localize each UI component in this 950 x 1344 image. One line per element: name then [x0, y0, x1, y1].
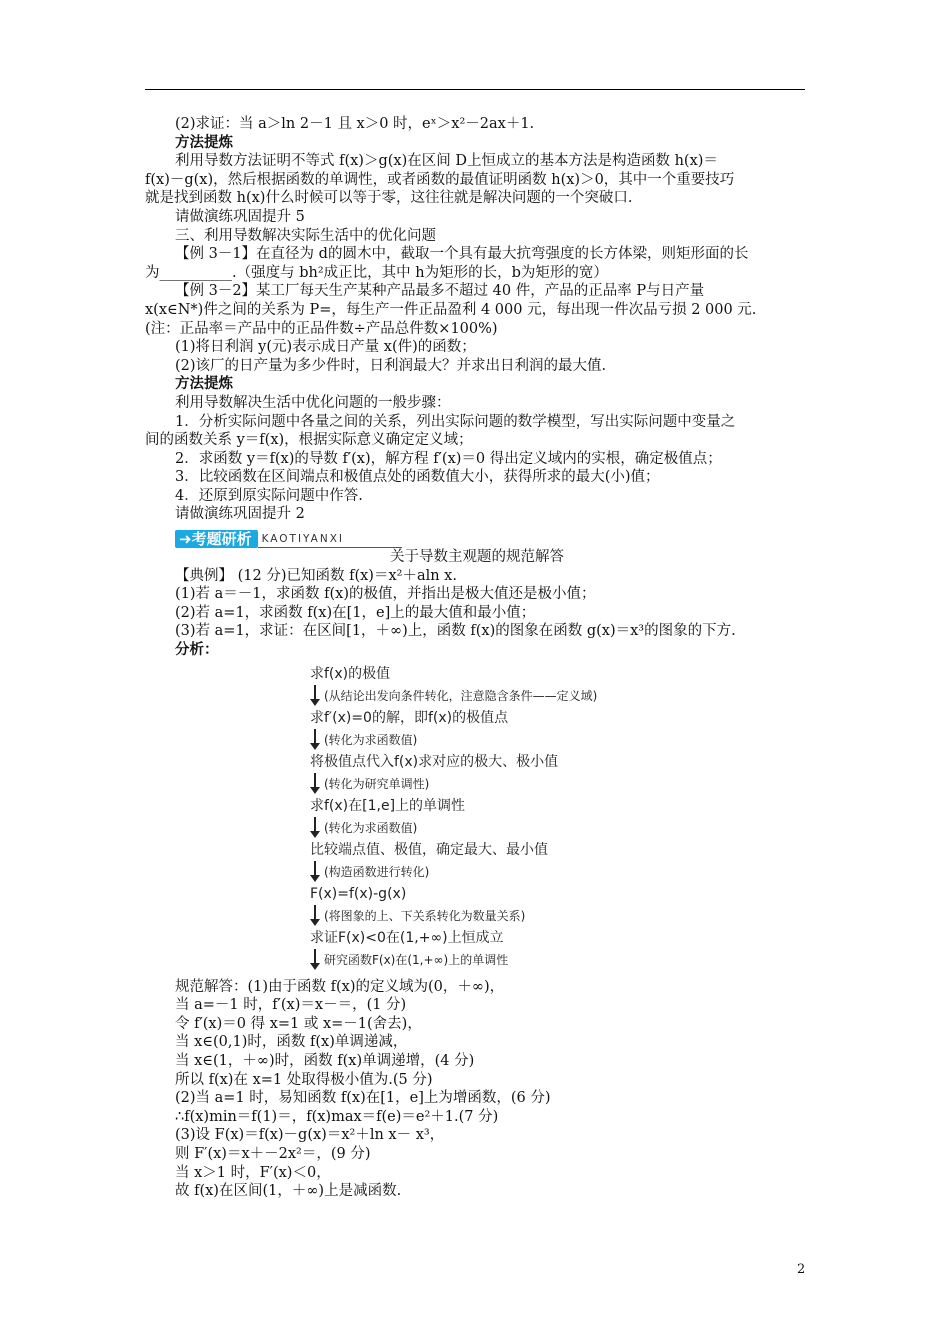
text-line: (2)求证：当 a＞ln 2－1 且 x＞0 时，eˣ＞x²－2ax＋1. — [175, 116, 535, 132]
flow-node: 求f(x)在[1,e]上的单调性 — [310, 797, 466, 814]
page-number: 2 — [797, 1262, 806, 1277]
heading-analysis: 分析： — [175, 641, 219, 659]
text-line: 3．比较函数在区间端点和极值点处的函数值大小，获得所求的最大(小)值； — [175, 469, 660, 486]
text-line: 为__________.（强度与 bh²成正比，其中 h为矩形的长，b为矩形的宽） — [145, 264, 608, 281]
flow-note: (从结论出发向条件转化，注意隐含条件——定义域) — [324, 689, 598, 704]
text-line: 2．求函数 y＝f(x)的导数 f′(x)，解方程 f′(x)＝0 得出定义域内的实根，确定极值点； — [175, 450, 722, 467]
text-line: 则 F′(x)＝x＋－2x²＝，(9 分) — [175, 1145, 371, 1162]
text-line: (3)设 F(x)＝f(x)－g(x)＝x²＋ln x－ x³， — [175, 1127, 445, 1144]
text-line: 请做演练巩固提升 2 — [175, 506, 305, 523]
text-line: 1．分析实际问题中各量之间的关系，列出实际问题的数学模型，写出实际问题中变量之 — [175, 413, 736, 430]
flow-node: F(x)=f(x)-g(x) — [310, 885, 407, 902]
text-line: (3)若 a=1，求证：在区间[1，＋∞)上，函数 f(x)的图象在函数 g(x)＝x³的图象的下方. — [175, 623, 736, 640]
banner-subtitle: KAOTIYANXI — [258, 531, 402, 548]
analysis-flowchart — [310, 664, 809, 972]
text-line: (注：正品率＝产品中的正品件数÷产品总件数×100%) — [145, 320, 498, 337]
header-rule — [145, 89, 805, 90]
heading-method: 方法提炼 — [175, 133, 233, 151]
flow-edge — [310, 728, 809, 752]
text-line: 故 f(x)在区间(1，＋∞)上是减函数. — [175, 1183, 402, 1200]
flow-note: 研究函数F(x)在(1,+∞)上的单调性 — [324, 953, 509, 968]
section-title: 关于导数主观题的规范解答 — [390, 549, 564, 566]
heading-method: 方法提炼 — [175, 375, 233, 393]
text-line: 利用导数方法证明不等式 f(x)＞g(x)在区间 D上恒成立的基本方法是构造函数 h(x)＝ — [175, 153, 718, 170]
text-line: 令 f′(x)＝0 得 x=1 或 x=－1(舍去)， — [175, 1015, 422, 1032]
section-banner — [145, 526, 809, 548]
down-arrow-icon — [310, 861, 320, 883]
flow-edge — [310, 772, 809, 796]
flow-node: 求f(x)的极值 — [310, 665, 391, 682]
text-line: 当 x∈(0,1)时，函数 f(x)单调递减， — [175, 1034, 408, 1051]
text-line: (2)当 a=1 时，易知函数 f(x)在[1，e]上为增函数，(6 分) — [175, 1090, 551, 1107]
section-heading: 三、利用导数解决实际生活中的优化问题 — [175, 227, 436, 244]
flow-note: (转化为求函数值) — [324, 733, 418, 748]
flow-note: (构造函数进行转化) — [324, 865, 430, 880]
flow-node: 求f′(x)=0的解，即f(x)的极值点 — [310, 709, 509, 726]
banner-tag: ➜考题研析 — [175, 530, 258, 548]
flow-edge — [310, 860, 809, 884]
flow-edge — [310, 684, 809, 708]
text-line: 当 a=－1 时，f′(x)＝x－＝，(1 分) — [175, 997, 407, 1014]
text-line: 就是找到函数 h(x)什么时候可以等于零，这往往就是解决问题的一个突破口. — [145, 190, 633, 207]
down-arrow-icon — [310, 773, 320, 795]
down-arrow-icon — [310, 949, 320, 971]
flow-edge — [310, 904, 809, 928]
text-line: x(x∈N*)件之间的关系为 P=，每生产一件正品盈利 4 000 元，每出现一件次品亏损 2 000 元. — [145, 301, 757, 318]
text-line: 请做演练巩固提升 5 — [175, 208, 305, 225]
down-arrow-icon — [310, 729, 320, 751]
down-arrow-icon — [310, 685, 320, 707]
text-line: 当 x∈(1，＋∞)时，函数 f(x)单调递增，(4 分) — [175, 1053, 475, 1069]
flow-node: 将极值点代入f(x)求对应的极大、极小值 — [310, 753, 559, 770]
flow-edge — [310, 948, 809, 972]
text-line: ∴f(x)min＝f(1)＝，f(x)max＝f(e)＝e²＋1.(7 分) — [175, 1108, 499, 1125]
flow-node: 求证F(x)<0在(1,+∞)上恒成立 — [310, 929, 504, 946]
down-arrow-icon — [310, 817, 320, 839]
text-line: f(x)－g(x)，然后根据函数的单调性，或者函数的最值证明函数 h(x)＞0，其中一个重要技巧 — [145, 171, 735, 188]
down-arrow-icon — [310, 905, 320, 927]
text-line: (1)将日利润 y(元)表示成日产量 x(件)的函数； — [175, 339, 476, 356]
text-line: 间的函数关系 y＝f(x)，根据实际意义确定定义域； — [145, 432, 473, 449]
flow-note: (转化为求函数值) — [324, 821, 418, 836]
text-line: 当 x＞1 时，F′(x)＜0， — [175, 1164, 331, 1181]
text-line: 【典例】 (12 分)已知函数 f(x)＝x²＋aln x. — [175, 567, 457, 584]
text-line: 利用导数解决生活中优化问题的一般步骤： — [175, 394, 451, 411]
text-line: 【例 3－1】在直径为 d的圆木中，截取一个具有最大抗弯强度的长方体梁，则矩形面的长 — [175, 246, 749, 263]
flow-node: 比较端点值、极值，确定最大、最小值 — [310, 841, 548, 858]
text-line: (1)若 a＝－1，求函数 f(x)的极值，并指出是极大值还是极小值； — [175, 586, 596, 603]
document-body — [145, 115, 809, 1201]
flow-edge — [310, 816, 809, 840]
text-line: (2)该厂的日产量为多少件时，日利润最大？并求出日利润的最大值. — [175, 357, 607, 374]
text-line: 【例 3－2】某工厂每天生产某种产品最多不超过 40 件，产品的正品率 P与日产量 — [175, 283, 705, 300]
text-line: 4．还原到原实际问题中作答. — [175, 487, 363, 504]
flow-note: (转化为研究单调性) — [324, 777, 430, 792]
text-line: 所以 f(x)在 x=1 处取得极小值为.(5 分) — [175, 1071, 433, 1088]
flow-note: (将图象的上、下关系转化为数量关系) — [324, 909, 526, 924]
solution-heading-line — [145, 978, 809, 997]
solution-text: 规范解答：(1)由于函数 f(x)的定义域为(0，＋∞)， — [175, 978, 505, 995]
text-line: (2)若 a=1，求函数 f(x)在[1，e]上的最大值和最小值； — [175, 604, 536, 621]
